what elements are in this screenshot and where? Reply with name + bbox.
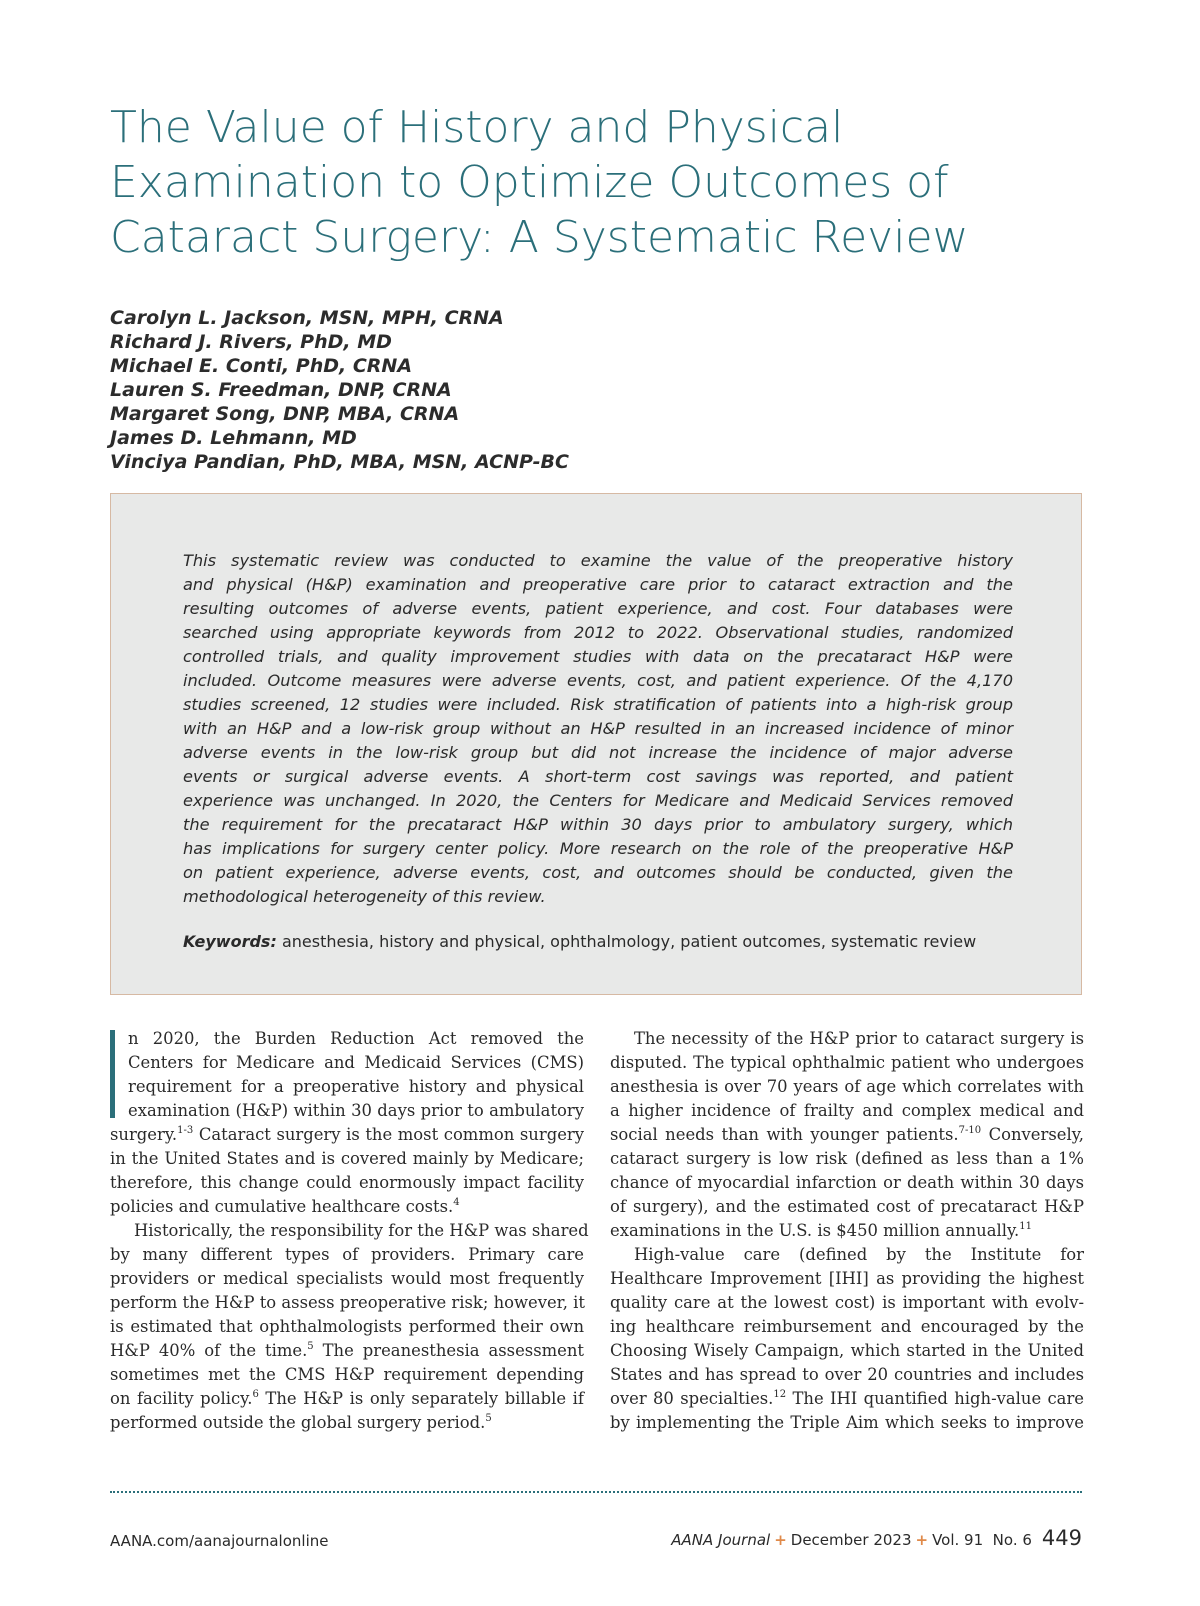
abstract-line: has implications for surgery center policy. More research on the role of the preoperative H&P [183,839,1013,858]
author: Richard J. Rivers, PhD, MD [110,331,392,353]
body-column-left [110,1027,589,1435]
footer-citation [671,1526,1082,1550]
body-text-line: Historically, the responsibility for the H&P was shared [134,1221,589,1240]
abstract-line: experience was unchanged. In 2020, the Centers for Medicare and Medicaid Services removed [183,791,1013,810]
body-text-line: anesthesia is over 70 years of age which correlates with [610,1077,1084,1096]
body-text-line: sometimes met the CMS H&P requirement depending [110,1365,584,1384]
plus-icon: + [915,1531,929,1549]
abstract-line: the requirement for the precataract H&P within 30 days prior to ambulatory surgery, which [183,815,1013,834]
body-text-line: is estimated that ophthalmologists performed their own [110,1317,584,1336]
abstract-line: events or surgical adverse events. A short-term cost savings was reported, and patient [183,767,1013,786]
author: Carolyn L. Jackson, MSN, MPH, CRNA [110,307,504,329]
article-title [110,100,1070,265]
author-list [110,306,810,474]
title-line: Examination to Optimize Outcomes of [110,157,949,208]
body-text-line: Healthcare Improvement [IHI] as providing the highest [610,1269,1084,1288]
body-text-line: of surgery), and the estimated cost of precataract H&P [610,1197,1084,1216]
abstract-line: included. Outcome measures were adverse events, cost, and patient experience. Of the 4,170 [183,671,1013,690]
footer-volume: Vol. 91 No. 6 [932,1531,1032,1549]
abstract-line: This systematic review was conducted to examine the value of the preoperative history [183,551,1013,570]
body-text-line: providers or medical specialists would most frequently [110,1269,584,1288]
citation-superscript: 7-10 [958,1125,982,1136]
author: Margaret Song, DNP, MBA, CRNA [110,403,460,425]
body-text-line: n 2020, the Burden Reduction Act removed the [128,1029,584,1048]
footer-journal: AANA Journal [671,1531,771,1549]
body-text-line: Choosing Wisely Campaign, which started in the United [610,1341,1084,1360]
footer-date: December 2023 [790,1531,912,1549]
citation-superscript: 5 [485,1413,492,1424]
body-text-line: surgery.$^{1-3}$ Cataract surgery is the most common surgery [110,1125,584,1144]
body-text-line: chance of myocardial infarction or death within 30 days [610,1173,1084,1192]
abstract-line: on patient experience, adverse events, cost, and outcomes should be conducted, given the [183,863,1013,882]
abstract-line: with an H&P and a low-risk group without an H&P resulted in an increased incidence of minor [183,719,1013,738]
body-text-line: therefore, this change could enormously impact facility [110,1173,584,1192]
abstract-line: and physical (H&P) examination and preoperative care prior to cataract extraction and the [183,575,1013,594]
abstract-text [183,549,1013,909]
body-text-line: social needs than with younger patients.$^{7-10}$ Conversely, [610,1125,1084,1144]
body-text-line: examination (H&P) within 30 days prior to ambulatory [128,1101,584,1120]
body-text-line: H&P 40% of the time.$^5$ The preanesthesia assessment [110,1341,584,1360]
abstract-line: studies screened, 12 studies were included. Risk stratification of patients into a high-risk group [183,695,1013,714]
body-text-line: examinations in the U.S. is $450 million annually.$^{11}$ [610,1221,1033,1240]
title-line: The Value of History and Physical [110,102,844,153]
abstract-box [110,493,1082,995]
body-text-line: quality care at the lowest cost) is important with evolv- [610,1293,1084,1312]
title-line: Cataract Surgery: A Systematic Review [110,212,969,263]
abstract-line: adverse events in the low-risk group but did not increase the incidence of major adverse [183,743,1013,762]
plus-icon: + [774,1531,787,1549]
body-text-line: Centers for Medicare and Medicaid Services (CMS) [128,1053,584,1072]
body-text-line: cataract surgery is low risk (defined as less than a 1% [610,1149,1084,1168]
body-column-right [610,1027,1084,1435]
body-text-line: ing healthcare reimbursement and encouraged by the [610,1317,1084,1336]
abstract-line: resulting outcomes of adverse events, patient experience, and cost. Four databases were [183,599,1013,618]
footer-divider [110,1491,1082,1493]
author: James D. Lehmann, MD [110,427,357,449]
body-text-line: by implementing the Triple Aim which seeks to improve [610,1413,1084,1432]
body-text-line: by many different types of providers. Primary care [110,1245,584,1264]
body-text-line: High-value care (defined by the Institute for [634,1245,1084,1264]
author: Michael E. Conti, PhD, CRNA [110,355,413,377]
body-text-line: a higher incidence of frailty and complex medical and [610,1101,1084,1120]
body-text-line: performed outside the global surgery period.$^5$ [110,1413,492,1432]
citation-superscript: 1-3 [177,1125,194,1136]
keywords [183,932,1063,951]
author: Vinciya Pandian, PhD, MBA, MSN, ACNP-BC [110,451,569,473]
body-text-line: disputed. The typical ophthalmic patient who undergoes [610,1053,1084,1072]
body-text-line: perform the H&P to assess preoperative risk; however, it [110,1293,585,1312]
citation-superscript: 4 [453,1197,460,1208]
citation-superscript: 11 [1019,1221,1033,1232]
abstract-line: controlled trials, and quality improvement studies with data on the precataract H&P were [183,647,1013,666]
body-text-line: policies and cumulative healthcare costs.$^4$ [110,1197,460,1216]
footer-website: AANA.com/aanajournalonline [110,1532,329,1550]
body-text-line: States and has spread to over 20 countries and includes [610,1365,1084,1384]
citation-superscript: 6 [252,1389,259,1400]
citation-superscript: 12 [773,1389,787,1400]
body-text-line: requirement for a preoperative history and physical [128,1077,584,1096]
page-number: 449 [1041,1526,1082,1550]
abstract-line: methodological heterogeneity of this review. [183,887,546,906]
body-text-line: in the United States and is covered mainly by Medicare; [110,1149,584,1168]
body-text-line: The necessity of the H&P prior to cataract surgery is [634,1029,1084,1048]
body-text-line: on facility policy.$^6$ The H&P is only separately billable if [110,1389,584,1408]
keywords-label: Keywords: [183,932,277,951]
keywords-list: anesthesia, history and physical, ophthalmology, patient outcomes, systematic review [281,932,977,951]
citation-superscript: 5 [307,1341,314,1352]
abstract-line: searched using appropriate keywords from 2012 to 2022. Observational studies, randomized [183,623,1013,642]
body-text-line: over 80 specialties.$^{12}$ The IHI quantified high-value care [610,1389,1084,1408]
author: Lauren S. Freedman, DNP, CRNA [110,379,452,401]
